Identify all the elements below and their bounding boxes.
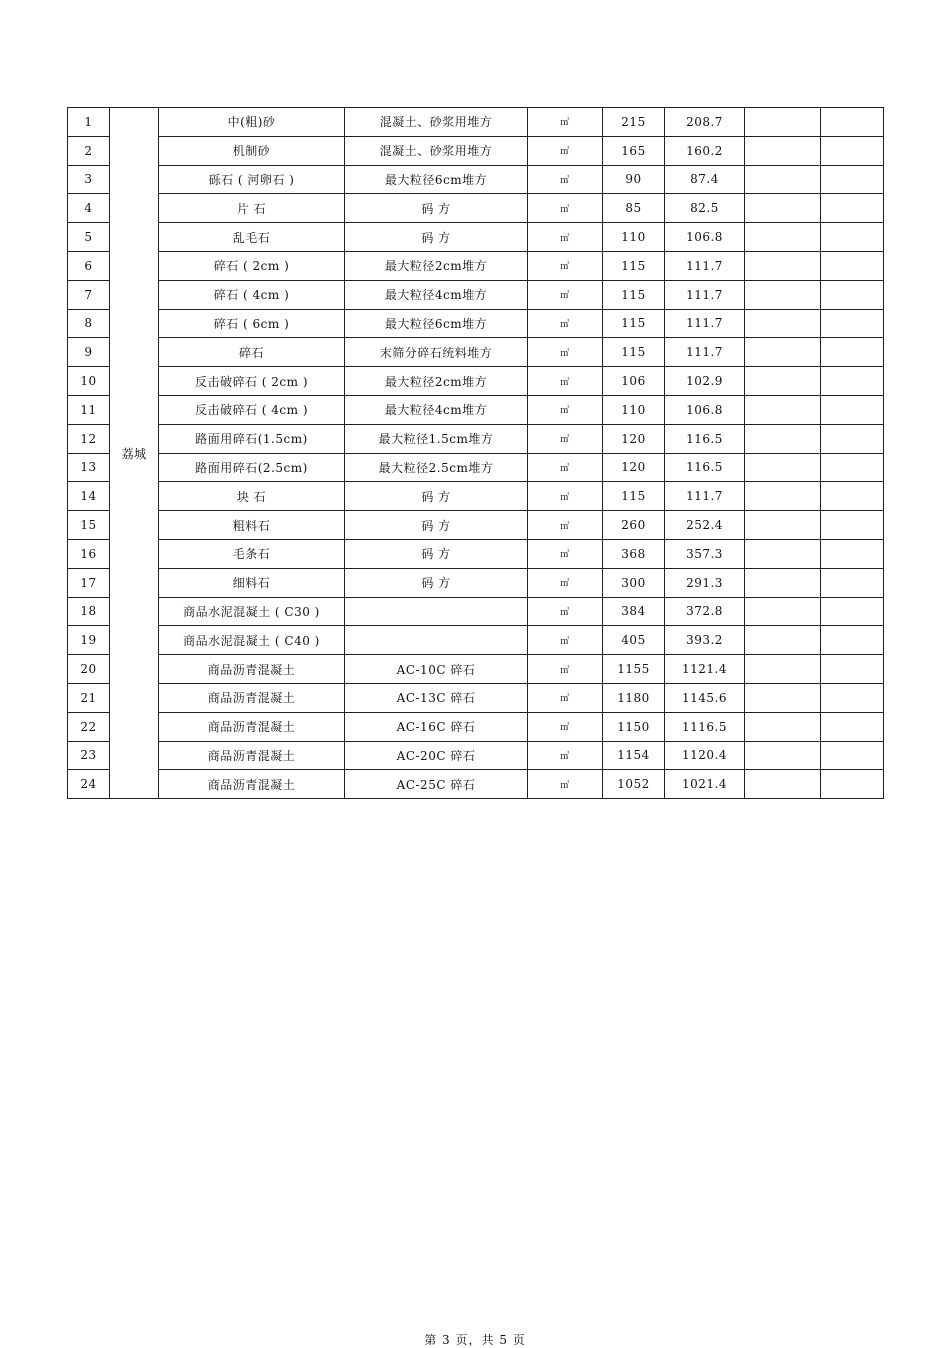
unit-cell: ㎡ bbox=[528, 251, 603, 280]
specification-cell: 码 方 bbox=[345, 223, 528, 252]
price-b-cell: 111.7 bbox=[665, 309, 745, 338]
unit-cell: ㎡ bbox=[528, 395, 603, 424]
price-b-cell: 102.9 bbox=[665, 367, 745, 396]
specification-cell: 最大粒径2cm堆方 bbox=[345, 367, 528, 396]
region-cell: 荔城 bbox=[110, 108, 159, 799]
price-a-cell: 368 bbox=[603, 539, 665, 568]
row-number-cell: 1 bbox=[68, 108, 110, 137]
empty-cell bbox=[745, 770, 821, 799]
material-name-cell: 中(粗)砂 bbox=[159, 108, 345, 137]
price-b-cell: 111.7 bbox=[665, 338, 745, 367]
empty-cell bbox=[745, 655, 821, 684]
table-row bbox=[68, 770, 884, 799]
table-body bbox=[68, 108, 884, 799]
price-a-cell: 110 bbox=[603, 395, 665, 424]
row-number-cell: 5 bbox=[68, 223, 110, 252]
material-name-cell: 机制砂 bbox=[159, 136, 345, 165]
specification-cell: 码 方 bbox=[345, 511, 528, 540]
empty-cell bbox=[745, 367, 821, 396]
unit-cell: ㎡ bbox=[528, 770, 603, 799]
empty-cell bbox=[821, 424, 884, 453]
price-b-cell: 1121.4 bbox=[665, 655, 745, 684]
price-a-cell: 115 bbox=[603, 482, 665, 511]
unit-cell: ㎡ bbox=[528, 165, 603, 194]
unit-cell: ㎡ bbox=[528, 223, 603, 252]
unit-cell: ㎡ bbox=[528, 453, 603, 482]
empty-cell bbox=[745, 626, 821, 655]
price-a-cell: 300 bbox=[603, 568, 665, 597]
row-number-cell: 16 bbox=[68, 539, 110, 568]
table-row bbox=[68, 683, 884, 712]
row-number-cell: 10 bbox=[68, 367, 110, 396]
material-name-cell: 碎石 ( 2cm ) bbox=[159, 251, 345, 280]
specification-cell: 混凝土、砂浆用堆方 bbox=[345, 136, 528, 165]
price-b-cell: 1120.4 bbox=[665, 741, 745, 770]
price-b-cell: 208.7 bbox=[665, 108, 745, 137]
material-name-cell: 细料石 bbox=[159, 568, 345, 597]
empty-cell bbox=[821, 108, 884, 137]
empty-cell bbox=[745, 136, 821, 165]
price-a-cell: 1052 bbox=[603, 770, 665, 799]
row-number-cell: 22 bbox=[68, 712, 110, 741]
empty-cell bbox=[821, 338, 884, 367]
price-b-cell: 82.5 bbox=[665, 194, 745, 223]
price-a-cell: 165 bbox=[603, 136, 665, 165]
empty-cell bbox=[821, 712, 884, 741]
row-number-cell: 7 bbox=[68, 280, 110, 309]
row-number-cell: 24 bbox=[68, 770, 110, 799]
table-row bbox=[68, 539, 884, 568]
unit-cell: ㎡ bbox=[528, 626, 603, 655]
table-row bbox=[68, 251, 884, 280]
row-number-cell: 4 bbox=[68, 194, 110, 223]
unit-cell: ㎡ bbox=[528, 136, 603, 165]
empty-cell bbox=[745, 539, 821, 568]
table-row bbox=[68, 597, 884, 626]
empty-cell bbox=[745, 165, 821, 194]
specification-cell: AC-25C 碎石 bbox=[345, 770, 528, 799]
unit-cell: ㎡ bbox=[528, 712, 603, 741]
specification-cell: 码 方 bbox=[345, 539, 528, 568]
material-name-cell: 路面用碎石(2.5cm) bbox=[159, 453, 345, 482]
empty-cell bbox=[745, 741, 821, 770]
unit-cell: ㎡ bbox=[528, 741, 603, 770]
unit-cell: ㎡ bbox=[528, 655, 603, 684]
unit-cell: ㎡ bbox=[528, 367, 603, 396]
specification-cell: 最大粒径6cm堆方 bbox=[345, 165, 528, 194]
price-a-cell: 1154 bbox=[603, 741, 665, 770]
specification-cell: AC-13C 碎石 bbox=[345, 683, 528, 712]
empty-cell bbox=[821, 453, 884, 482]
unit-cell: ㎡ bbox=[528, 511, 603, 540]
unit-cell: ㎡ bbox=[528, 597, 603, 626]
specification-cell: 最大粒径2.5cm堆方 bbox=[345, 453, 528, 482]
material-name-cell: 路面用碎石(1.5cm) bbox=[159, 424, 345, 453]
table-row bbox=[68, 223, 884, 252]
empty-cell bbox=[821, 683, 884, 712]
row-number-cell: 9 bbox=[68, 338, 110, 367]
price-b-cell: 1021.4 bbox=[665, 770, 745, 799]
row-number-cell: 17 bbox=[68, 568, 110, 597]
price-a-cell: 405 bbox=[603, 626, 665, 655]
empty-cell bbox=[745, 424, 821, 453]
price-b-cell: 106.8 bbox=[665, 223, 745, 252]
specification-cell: 最大粒径4cm堆方 bbox=[345, 280, 528, 309]
row-number-cell: 8 bbox=[68, 309, 110, 338]
unit-cell: ㎡ bbox=[528, 539, 603, 568]
row-number-cell: 21 bbox=[68, 683, 110, 712]
empty-cell bbox=[745, 194, 821, 223]
empty-cell bbox=[745, 108, 821, 137]
specification-cell: 混凝土、砂浆用堆方 bbox=[345, 108, 528, 137]
table-row bbox=[68, 194, 884, 223]
price-b-cell: 116.5 bbox=[665, 453, 745, 482]
empty-cell bbox=[745, 251, 821, 280]
empty-cell bbox=[745, 309, 821, 338]
unit-cell: ㎡ bbox=[528, 280, 603, 309]
material-name-cell: 砾石 ( 河卵石 ) bbox=[159, 165, 345, 194]
table-row bbox=[68, 741, 884, 770]
unit-cell: ㎡ bbox=[528, 568, 603, 597]
row-number-cell: 3 bbox=[68, 165, 110, 194]
specification-cell: 码 方 bbox=[345, 568, 528, 597]
specification-cell: 最大粒径4cm堆方 bbox=[345, 395, 528, 424]
specification-cell: 最大粒径2cm堆方 bbox=[345, 251, 528, 280]
empty-cell bbox=[745, 683, 821, 712]
row-number-cell: 20 bbox=[68, 655, 110, 684]
empty-cell bbox=[745, 568, 821, 597]
specification-cell bbox=[345, 597, 528, 626]
table-row bbox=[68, 482, 884, 511]
price-b-cell: 252.4 bbox=[665, 511, 745, 540]
price-a-cell: 120 bbox=[603, 424, 665, 453]
price-b-cell: 372.8 bbox=[665, 597, 745, 626]
unit-cell: ㎡ bbox=[528, 683, 603, 712]
empty-cell bbox=[821, 770, 884, 799]
empty-cell bbox=[821, 395, 884, 424]
material-name-cell: 商品沥青混凝土 bbox=[159, 683, 345, 712]
empty-cell bbox=[821, 223, 884, 252]
material-name-cell: 片 石 bbox=[159, 194, 345, 223]
empty-cell bbox=[821, 251, 884, 280]
material-name-cell: 碎石 bbox=[159, 338, 345, 367]
price-a-cell: 115 bbox=[603, 309, 665, 338]
price-b-cell: 1116.5 bbox=[665, 712, 745, 741]
empty-cell bbox=[821, 539, 884, 568]
specification-cell: 末筛分碎石统料堆方 bbox=[345, 338, 528, 367]
price-a-cell: 115 bbox=[603, 338, 665, 367]
specification-cell bbox=[345, 626, 528, 655]
empty-cell bbox=[745, 223, 821, 252]
price-a-cell: 1180 bbox=[603, 683, 665, 712]
price-b-cell: 116.5 bbox=[665, 424, 745, 453]
empty-cell bbox=[745, 453, 821, 482]
row-number-cell: 23 bbox=[68, 741, 110, 770]
specification-cell: 最大粒径1.5cm堆方 bbox=[345, 424, 528, 453]
table-row bbox=[68, 655, 884, 684]
table-row bbox=[68, 136, 884, 165]
unit-cell: ㎡ bbox=[528, 194, 603, 223]
empty-cell bbox=[821, 626, 884, 655]
unit-cell: ㎡ bbox=[528, 309, 603, 338]
price-a-cell: 90 bbox=[603, 165, 665, 194]
material-name-cell: 反击破碎石 ( 4cm ) bbox=[159, 395, 345, 424]
row-number-cell: 2 bbox=[68, 136, 110, 165]
material-name-cell: 反击破碎石 ( 2cm ) bbox=[159, 367, 345, 396]
material-name-cell: 商品沥青混凝土 bbox=[159, 712, 345, 741]
empty-cell bbox=[821, 136, 884, 165]
material-name-cell: 块 石 bbox=[159, 482, 345, 511]
material-name-cell: 商品沥青混凝土 bbox=[159, 741, 345, 770]
table-row bbox=[68, 568, 884, 597]
table-row bbox=[68, 309, 884, 338]
row-number-cell: 13 bbox=[68, 453, 110, 482]
empty-cell bbox=[821, 194, 884, 223]
material-name-cell: 商品水泥混凝土 ( C40 ) bbox=[159, 626, 345, 655]
empty-cell bbox=[821, 165, 884, 194]
row-number-cell: 14 bbox=[68, 482, 110, 511]
row-number-cell: 6 bbox=[68, 251, 110, 280]
price-a-cell: 85 bbox=[603, 194, 665, 223]
empty-cell bbox=[745, 511, 821, 540]
specification-cell: 最大粒径6cm堆方 bbox=[345, 309, 528, 338]
empty-cell bbox=[745, 482, 821, 511]
price-table bbox=[67, 107, 884, 799]
row-number-cell: 12 bbox=[68, 424, 110, 453]
specification-cell: 码 方 bbox=[345, 194, 528, 223]
price-b-cell: 111.7 bbox=[665, 482, 745, 511]
row-number-cell: 19 bbox=[68, 626, 110, 655]
price-a-cell: 120 bbox=[603, 453, 665, 482]
empty-cell bbox=[821, 741, 884, 770]
table-row bbox=[68, 338, 884, 367]
table-row bbox=[68, 395, 884, 424]
table-row bbox=[68, 108, 884, 137]
unit-cell: ㎡ bbox=[528, 424, 603, 453]
empty-cell bbox=[821, 309, 884, 338]
price-b-cell: 111.7 bbox=[665, 251, 745, 280]
price-a-cell: 110 bbox=[603, 223, 665, 252]
price-b-cell: 393.2 bbox=[665, 626, 745, 655]
material-name-cell: 粗料石 bbox=[159, 511, 345, 540]
price-b-cell: 1145.6 bbox=[665, 683, 745, 712]
price-a-cell: 1150 bbox=[603, 712, 665, 741]
material-name-cell: 碎石 ( 4cm ) bbox=[159, 280, 345, 309]
specification-cell: AC-16C 碎石 bbox=[345, 712, 528, 741]
price-b-cell: 160.2 bbox=[665, 136, 745, 165]
table-row bbox=[68, 424, 884, 453]
price-a-cell: 115 bbox=[603, 280, 665, 309]
specification-cell: AC-10C 碎石 bbox=[345, 655, 528, 684]
material-name-cell: 毛条石 bbox=[159, 539, 345, 568]
price-b-cell: 106.8 bbox=[665, 395, 745, 424]
material-name-cell: 商品水泥混凝土 ( C30 ) bbox=[159, 597, 345, 626]
row-number-cell: 11 bbox=[68, 395, 110, 424]
price-b-cell: 291.3 bbox=[665, 568, 745, 597]
material-name-cell: 乱毛石 bbox=[159, 223, 345, 252]
unit-cell: ㎡ bbox=[528, 108, 603, 137]
price-a-cell: 384 bbox=[603, 597, 665, 626]
table-row bbox=[68, 453, 884, 482]
empty-cell bbox=[821, 511, 884, 540]
row-number-cell: 15 bbox=[68, 511, 110, 540]
empty-cell bbox=[745, 280, 821, 309]
empty-cell bbox=[821, 568, 884, 597]
price-a-cell: 215 bbox=[603, 108, 665, 137]
price-b-cell: 87.4 bbox=[665, 165, 745, 194]
material-name-cell: 商品沥青混凝土 bbox=[159, 655, 345, 684]
specification-cell: 码 方 bbox=[345, 482, 528, 511]
empty-cell bbox=[745, 712, 821, 741]
table-row bbox=[68, 165, 884, 194]
table-row bbox=[68, 712, 884, 741]
table-row bbox=[68, 367, 884, 396]
price-a-cell: 1155 bbox=[603, 655, 665, 684]
table-row bbox=[68, 626, 884, 655]
table-row bbox=[68, 280, 884, 309]
price-b-cell: 111.7 bbox=[665, 280, 745, 309]
unit-cell: ㎡ bbox=[528, 482, 603, 511]
page-footer: 第 3 页，共 5 页 bbox=[424, 1333, 526, 1347]
empty-cell bbox=[821, 482, 884, 511]
price-a-cell: 106 bbox=[603, 367, 665, 396]
empty-cell bbox=[821, 280, 884, 309]
empty-cell bbox=[821, 655, 884, 684]
row-number-cell: 18 bbox=[68, 597, 110, 626]
material-name-cell: 碎石 ( 6cm ) bbox=[159, 309, 345, 338]
empty-cell bbox=[745, 395, 821, 424]
price-b-cell: 357.3 bbox=[665, 539, 745, 568]
price-a-cell: 115 bbox=[603, 251, 665, 280]
specification-cell: AC-20C 碎石 bbox=[345, 741, 528, 770]
table-row bbox=[68, 511, 884, 540]
unit-cell: ㎡ bbox=[528, 338, 603, 367]
price-a-cell: 260 bbox=[603, 511, 665, 540]
empty-cell bbox=[745, 338, 821, 367]
empty-cell bbox=[821, 597, 884, 626]
empty-cell bbox=[821, 367, 884, 396]
material-name-cell: 商品沥青混凝土 bbox=[159, 770, 345, 799]
empty-cell bbox=[745, 597, 821, 626]
